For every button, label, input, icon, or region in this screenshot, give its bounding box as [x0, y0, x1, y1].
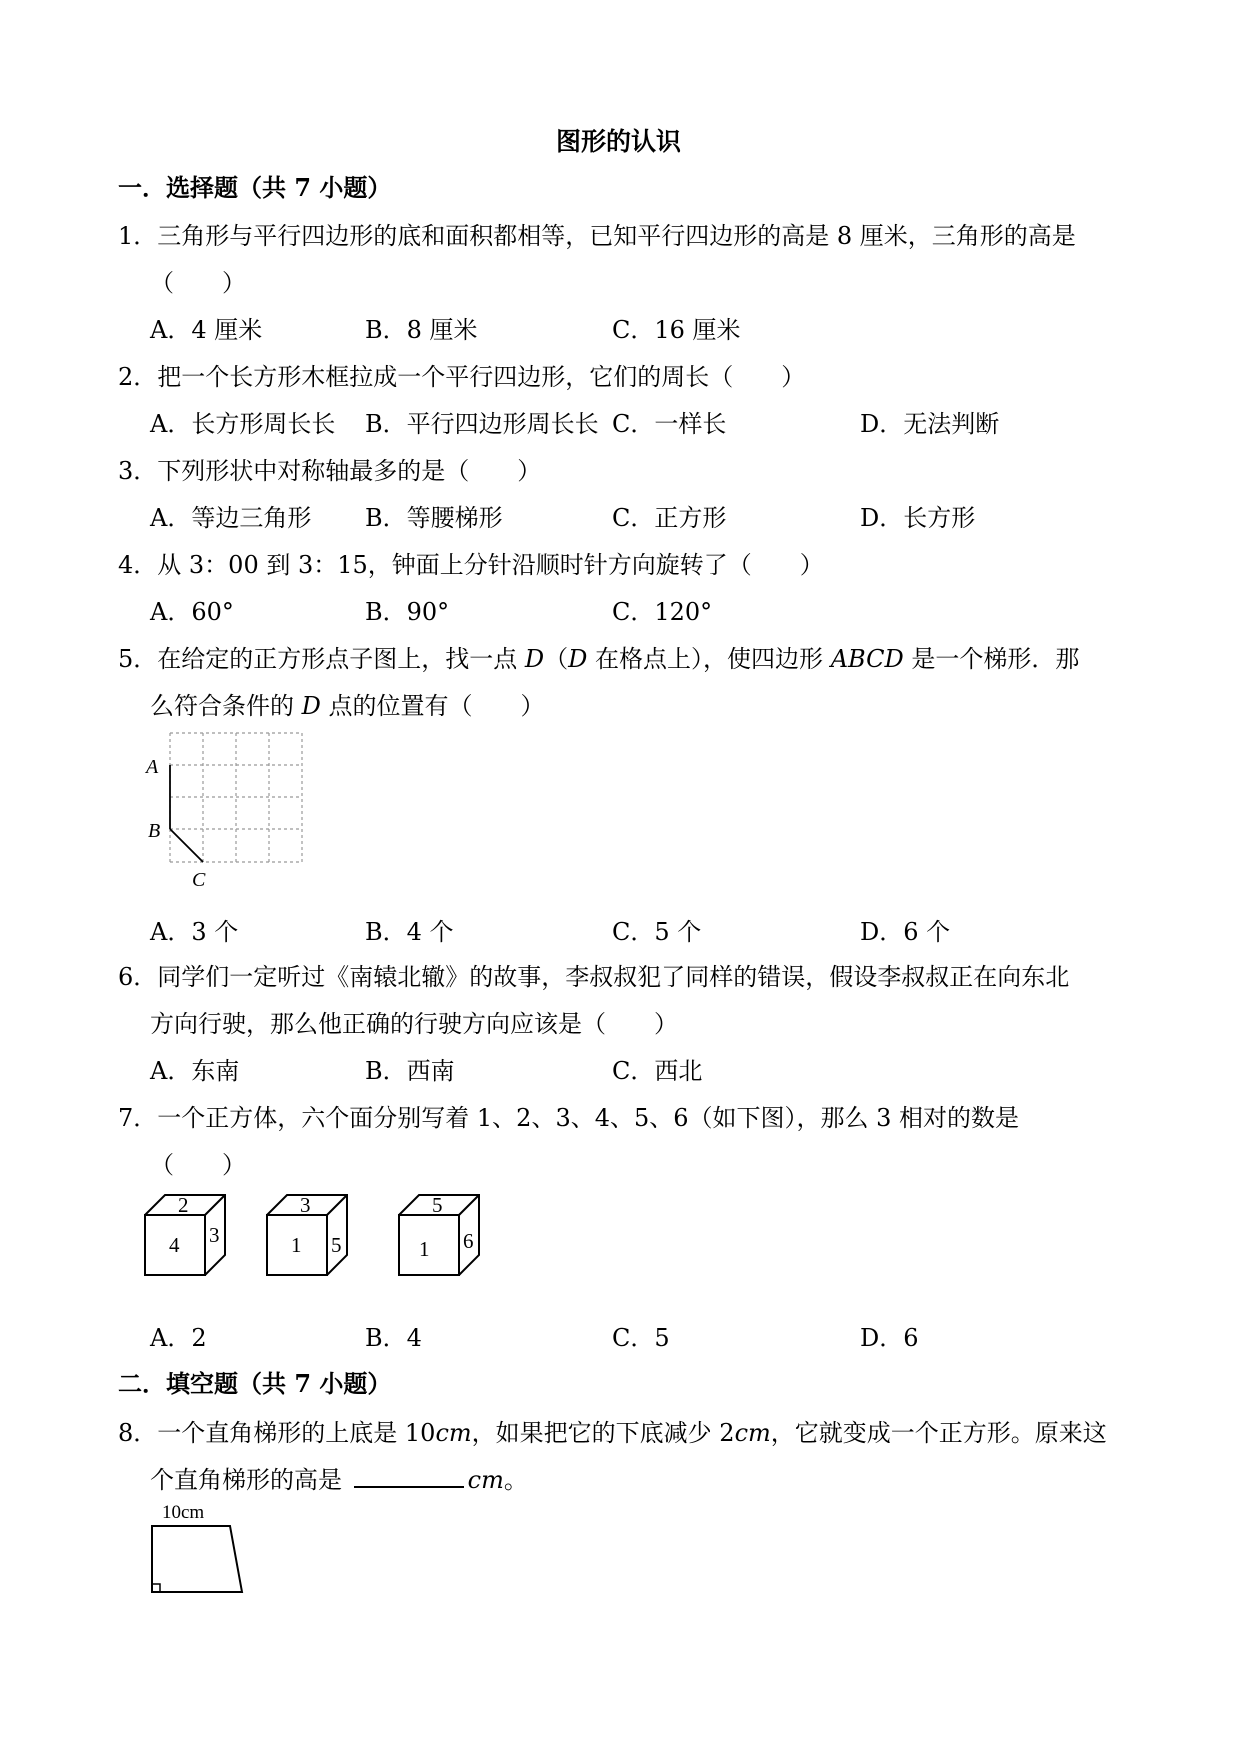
option-a: A．60° — [150, 598, 234, 626]
question-7-continuation: （ ） — [150, 1151, 246, 1179]
cube-front-number: 1 — [419, 1237, 430, 1261]
cube-front-number: 4 — [169, 1233, 180, 1257]
right-angle-mark — [152, 1584, 160, 1592]
option-a: A．长方形周长长 — [150, 410, 336, 438]
option-b: B．平行四边形周长长 — [365, 410, 599, 438]
question-8-continuation — [150, 1460, 528, 1495]
cube-3 — [399, 1193, 479, 1275]
question-text-part: 是一个梯形．那 — [903, 645, 1080, 673]
question-text-part: 么符合条件的 — [150, 692, 302, 720]
option-b: B．西南 — [365, 1057, 455, 1085]
cube-top-number: 3 — [300, 1193, 311, 1217]
option-b: B．4 — [365, 1324, 422, 1352]
answer-blank[interactable] — [354, 1464, 464, 1488]
question-text-part: ，如果把它的下底减少 2 — [471, 1419, 735, 1447]
question-number: 3． — [118, 457, 158, 485]
option-c: C．16 厘米 — [612, 316, 741, 344]
question-6 — [118, 957, 1069, 992]
question-text: 一个正方体，六个面分别写着 1、2、3、4、5、6（如下图），那么 3 相对的数是 — [157, 1104, 1020, 1132]
question-5 — [118, 639, 1079, 674]
question-6-continuation: 方向行驶，那么他正确的行驶方向应该是（ ） — [150, 1010, 678, 1038]
question-number: 6． — [118, 963, 158, 991]
cube-top-number: 5 — [432, 1193, 443, 1217]
option-b: B．等腰梯形 — [365, 504, 503, 532]
question-text-part: 个直角梯形的高是 — [150, 1466, 350, 1494]
question-text-part: （ — [544, 645, 569, 673]
option-a: A．4 厘米 — [150, 316, 263, 344]
section-heading-choice: 一．选择题（共 7 小题） — [118, 173, 392, 202]
question-text: 同学们一定听过《南辕北辙》的故事，李叔叔犯了同样的错误，假设李叔叔正在向东北 — [157, 963, 1070, 991]
cube-2 — [267, 1193, 347, 1275]
unit-text: cm — [467, 1466, 504, 1494]
question-text: 三角形与平行四边形的底和面积都相等，已知平行四边形的高是 8 厘米，三角形的高是 — [157, 222, 1076, 250]
option-d: D．无法判断 — [860, 410, 1000, 438]
point-label-a: A — [146, 756, 159, 778]
question-5-continuation — [150, 686, 545, 721]
point-label-d: D — [301, 692, 321, 720]
page-title: 图形的认识 — [556, 127, 682, 156]
question-8 — [118, 1413, 1107, 1448]
section-heading-fill: 二．填空题（共 7 小题） — [118, 1369, 392, 1398]
dice-figure — [140, 1185, 500, 1285]
option-d: D．长方形 — [860, 504, 976, 532]
segment-bc — [170, 829, 203, 862]
dot-grid-figure — [140, 730, 310, 890]
question-7 — [118, 1098, 1019, 1133]
option-c: C．正方形 — [612, 504, 727, 532]
point-label-b: B — [148, 820, 161, 842]
option-a: A．东南 — [150, 1057, 240, 1085]
question-text-part: ，它就变成一个正方形。原来这 — [770, 1419, 1107, 1447]
option-c: C．5 — [612, 1324, 670, 1352]
question-number: 2． — [118, 363, 158, 391]
question-3 — [118, 451, 541, 486]
option-b: B．90° — [365, 598, 450, 626]
question-text-part: 在格点上），使四边形 — [587, 645, 831, 673]
question-number: 4． — [118, 551, 158, 579]
right-trapezoid-figure — [140, 1498, 260, 1598]
question-number: 8． — [118, 1419, 158, 1447]
unit-text: cm — [435, 1419, 472, 1447]
question-text: 从 3：00 到 3：15，钟面上分针沿顺时针方向旋转了（ ） — [157, 551, 824, 579]
top-base-label: 10cm — [162, 1502, 205, 1523]
question-text-part: 在给定的正方形点子图上，找一点 — [157, 645, 525, 673]
question-number: 1． — [118, 222, 158, 250]
question-1-continuation: （ ） — [150, 269, 246, 297]
option-b: B．8 厘米 — [365, 316, 478, 344]
question-text-part: 点的位置有（ ） — [320, 692, 545, 720]
option-b: B．4 个 — [365, 918, 454, 946]
trapezoid-shape — [152, 1526, 242, 1592]
option-c: C．120° — [612, 598, 713, 626]
option-d: D．6 — [860, 1324, 919, 1352]
cube-1 — [145, 1193, 225, 1275]
unit-text: cm — [734, 1419, 771, 1447]
question-text-part: 。 — [503, 1466, 528, 1494]
option-c: C．5 个 — [612, 918, 702, 946]
option-c: C．一样长 — [612, 410, 727, 438]
cube-side-number: 6 — [463, 1229, 474, 1253]
question-1 — [118, 216, 1076, 251]
cube-side-number: 3 — [209, 1223, 220, 1247]
point-label-c: C — [192, 869, 206, 890]
option-a: A．3 个 — [150, 918, 239, 946]
question-4 — [118, 545, 824, 580]
point-label-d: D — [524, 645, 545, 673]
option-c: C．西北 — [612, 1057, 703, 1085]
question-2 — [118, 357, 805, 392]
cube-top-number: 2 — [178, 1193, 189, 1217]
point-label-d: D — [568, 645, 588, 673]
option-a: A．等边三角形 — [150, 504, 312, 532]
cube-side-number: 5 — [331, 1233, 342, 1257]
question-text-part: 一个直角梯形的上底是 10 — [157, 1419, 436, 1447]
question-number: 5． — [118, 645, 158, 673]
cube-front-number: 1 — [291, 1233, 302, 1257]
question-number: 7． — [118, 1104, 158, 1132]
question-text: 把一个长方形木框拉成一个平行四边形，它们的周长（ ） — [157, 363, 806, 391]
question-text: 下列形状中对称轴最多的是（ ） — [157, 457, 542, 485]
option-a: A．2 — [150, 1324, 207, 1352]
quadrilateral-label: ABCD — [830, 645, 904, 673]
option-d: D．6 个 — [860, 918, 951, 946]
